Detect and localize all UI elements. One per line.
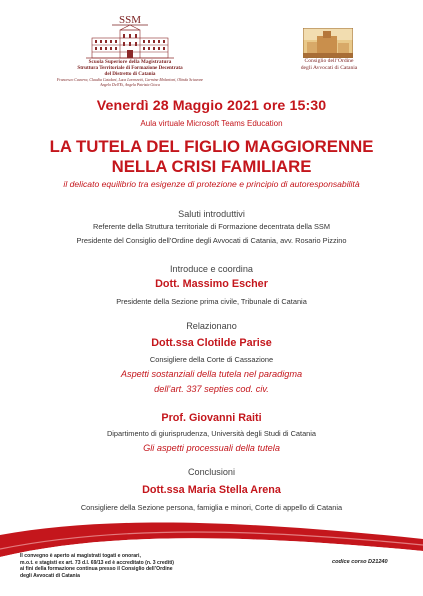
footer-note-line-3: ai fini della formazione continua presso il Consiglio dell’Ordine <box>20 566 173 573</box>
speaker-1-topic-line-1: Aspetti sostanziali della tutela nel paradigma <box>120 369 303 379</box>
moderator-role: Presidente della Sezione prima civile, Tribunale di Catania <box>116 297 307 306</box>
speaker-2-topic: Gli aspetti processuali della tutela <box>143 443 280 453</box>
footer-accreditation-note <box>20 553 220 580</box>
event-title-line-2: NELLA CRISI FAMILIARE <box>111 157 312 176</box>
footer-note-line-4: degli Avvocati di Catania <box>20 573 80 580</box>
ssm-name-line-3: del Distretto di Catania <box>104 71 156 77</box>
speaker-2-name: Prof. Giovanni Raiti <box>161 412 262 424</box>
event-title-line-1: LA TUTELA DEL FIGLIO MAGGIORENNE <box>49 137 374 156</box>
speaker-1-role: Consigliere della Corte di Cassazione <box>149 355 274 364</box>
event-date: Venerdì 28 Maggio 2021 ore 15:30 <box>96 98 327 114</box>
ssm-name-line-1: Scuola Superiore della Magistratura <box>88 59 172 65</box>
course-code: codice corso D21240 <box>332 559 388 565</box>
ssm-staff-names <box>52 78 208 88</box>
ssm-name-line-2: Struttura Territoriale di Formazione Decentrata <box>77 65 183 71</box>
coa-name <box>290 58 368 71</box>
ssm-staff-names-line-2: Angelo Dell'Ei, Angela Patrizia Gioca <box>100 83 160 87</box>
saluti-heading: Saluti introduttivi <box>178 209 245 219</box>
footer-note-line-2: m.o.t. e stagisti ex art. 73 d.l. 69/13 ed è accreditato (n. 3 crediti) <box>20 559 175 566</box>
saluti-line-1: Referente della Struttura territoriale di Formazione decentrata della SSM <box>92 222 331 231</box>
conclusion-speaker-role: Consigliere della Sezione persona, famiglia e minori, Corte di appello di Catania <box>80 503 343 512</box>
relazionano-heading: Relazionano <box>186 321 237 331</box>
moderator-name: Dott. Massimo Escher <box>155 278 268 290</box>
event-subtitle: il delicato equilibrio tra esigenze di protezione e principio di autoresponsabilità <box>63 179 360 189</box>
conclusioni-heading: Conclusioni <box>187 467 235 477</box>
coa-picture-logo <box>303 28 353 58</box>
ssm-staff-names-line-1: Francesco Cavarra, Claudia Catalani, Luca Lorenzetti, Carmine Melanioni, Olinda Sciavone <box>56 78 204 82</box>
introduce-heading: Introduce e coordina <box>170 264 253 274</box>
coa-name-line-2: degli Avvocati di Catania <box>300 64 358 71</box>
conclusion-speaker-name: Dott.ssa Maria Stella Arena <box>142 484 281 496</box>
coa-name-line-1: Consiglio dell’Ordine <box>304 58 354 64</box>
saluti-line-2: Presidente del Consiglio dell’Ordine degli Avvocati di Catania, avv. Rosario Pizzino <box>76 236 347 245</box>
event-venue: Aula virtuale Microsoft Teams Education <box>140 119 283 128</box>
bottom-red-wave <box>0 505 423 596</box>
footer-note-line-1: Il convegno è aperto ai magistrati togati e onorari, <box>20 553 141 559</box>
speaker-1-topic-line-2: dell’art. 337 septies cod. civ. <box>154 384 269 394</box>
speaker-1-name: Dott.ssa Clotilde Parise <box>151 337 272 349</box>
speaker-2-role: Dipartimento di giurisprudenza, Università degli Studi di Catania <box>106 429 317 438</box>
ssm-logo-text: SSM <box>118 14 142 26</box>
